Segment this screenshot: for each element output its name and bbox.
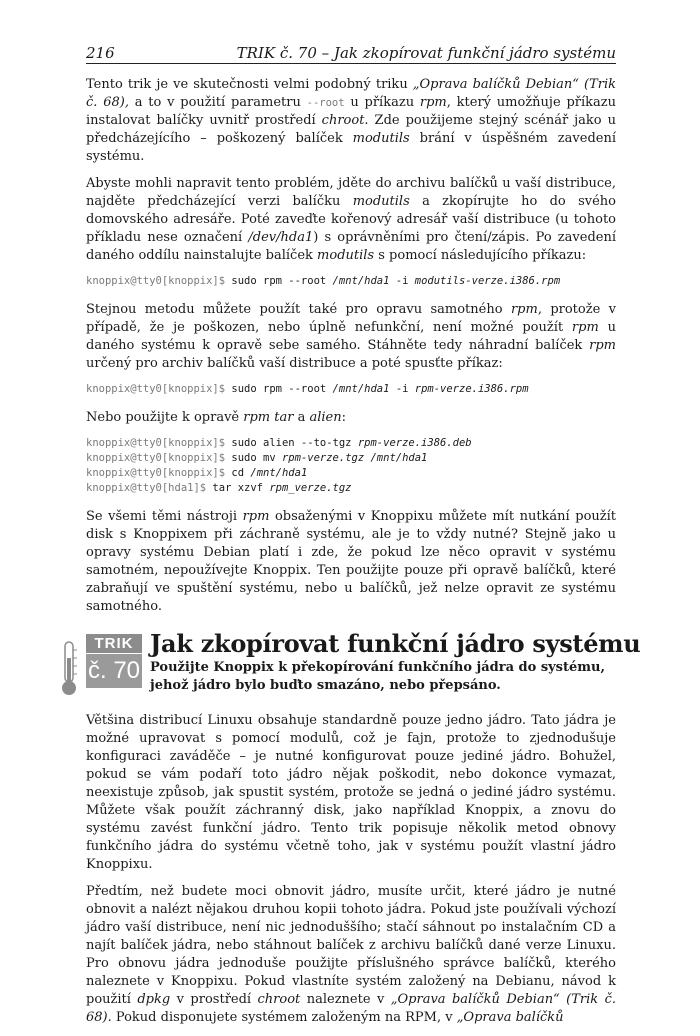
paragraph-5: Se všemi těmi nástroji rpm obsaženými v Knoppixu můžete mít nutkání použít disk s Knoppixem při záchraně systému, ale je to vždy nutné? Stejně jako u opravy systému Debian platí i zde, že pokud lze něco opravit v systému samotném, nepoužívejte Knoppix. Ten použijte pouze při opravě balíčků, které zabraňují ve spuštění systému, nebo u balíčků, jež nelze opravit ze systému samotného. xyxy=(86,509,616,614)
code-line: knoppix@tty0[knoppix]$ cd /mnt/hda1 xyxy=(86,467,308,479)
badge-number: č. 70 xyxy=(86,654,142,688)
trick-heading xyxy=(86,629,641,698)
running-title: TRIK č. 70 – Jak zkopírovat funkční jádro systému xyxy=(236,44,616,62)
code-line: knoppix@tty0[knoppix]$ sudo alien --to-tgz rpm-verze.i386.deb xyxy=(86,437,472,449)
paragraph-4: Nebo použijte k opravě rpm tar a alien: xyxy=(86,410,346,425)
badge-word: TRIK xyxy=(86,634,142,653)
trick-title: Jak zkopírovat funkční jádro systému xyxy=(150,629,641,658)
inline-code: --root xyxy=(306,97,345,109)
paragraph-7: Předtím, než budete moci obnovit jádro, musíte určit, které jádro je nutné obnovit a nalézt nějakou druhou kopii tohoto jádra. Pokud jste používali výchozí jádro vaší distribuce, není nic jednoduššího; stačí sáhnout po instalačním CD a najít balíček jádra, nebo stáhnout balíček z archivu balíčků dané verze Linuxu. Pro obnovu jádra jednoduše použijte příslušného správce balíčků, kterého naleznete v Knoppixu. Pokud vlastníte systém založený na Debianu, návod k použití dpkg v prostředí chroot naleznete v „Oprava balíčků Debian“ (Trik č. 68). Pokud disponujete systémem založeným na RPM, v „Oprava balíčků xyxy=(86,884,616,1025)
code-block-1: knoppix@tty0[knoppix]$ sudo rpm --root /mnt/hda1 -i modutils-verze.i386.rpm xyxy=(86,275,561,287)
paragraph-6: Většina distribucí Linuxu obsahuje standardně pouze jedno jádro. Tato jádra je možné upravovat s pomocí modulů, což je fajn, protože to zjednodušuje konfiguraci zaváděče – je nutné konfigurovat pouze jediné jádro. Bohužel, pokud se vám podaří toto jádro nějak poškodit, nebo dokonce vymazat, neexistuje způsob, jak spustit systém, protože se jedná o jediné jádro systému. Můžete však použít záchranný disk, jako například Knoppix, a znovu do systému zavést funkční jádro. Tento trik popisuje několik metod obnovy funkčního jádra do systému včetně toho, jak v systému použít vlastní jádro Knoppixu. xyxy=(86,713,616,872)
paragraph-3: Stejnou metodu můžete použít také pro opravu samotného rpm, protože v případě, že je poškozen, nebo úplně nefunkční, není možné použít rpm u daného systému k opravě sebe samého. Stáhněte tedy náhradní balíček rpm určený pro archiv balíčků vaší distribuce a poté spusťte příkaz: xyxy=(86,302,617,371)
page-number: 216 xyxy=(86,44,115,62)
trick-subtitle: Použijte Knoppix k překopírování funkčního jádra do systému, jehož jádro bylo buďto smazáno, nebo přepsáno. xyxy=(150,660,606,693)
paragraph-2: Abyste mohli napravit tento problém, jděte do archivu balíčků u vaší distribuce, najděte předcházející verzi balíčku modutils a zkopírujte ho do svého domovského adresáře. Poté zaveďte kořenový adresář vaší distribuce (u tohoto příkladu nese označení /dev/hda1) s oprávněními pro čtení/zápis. Po zavedení daného oddílu nainstalujte balíček modutils s pomocí následujícího příkazu: xyxy=(86,176,616,263)
paragraph-1: Tento trik je ve skutečnosti velmi podobný triku „Oprava balíčků Debian“ (Trik č. 68), a to v použití parametru --root u příkazu rpm, který umožňuje příkazu instalovat balíčky uvnitř prostředí chroot. Zde použijeme stejný scénář jako u předcházejícího – poškozený balíček modutils brání v úspěšném zavedení systému. xyxy=(86,77,616,164)
code-line: knoppix@tty0[knoppix]$ sudo mv rpm-verze.tgz /mnt/hda1 xyxy=(86,452,428,464)
thermometer-icon xyxy=(58,640,80,698)
code-block-2: knoppix@tty0[knoppix]$ sudo rpm --root /mnt/hda1 -i rpm-verze.i386.rpm xyxy=(86,383,529,395)
page-content xyxy=(86,76,641,1036)
running-header xyxy=(86,44,616,64)
trick-badge xyxy=(86,634,142,690)
code-line: knoppix@tty0[hda1]$ tar xzvf rpm_verze.tgz xyxy=(86,482,352,494)
code-block-3 xyxy=(86,436,616,496)
